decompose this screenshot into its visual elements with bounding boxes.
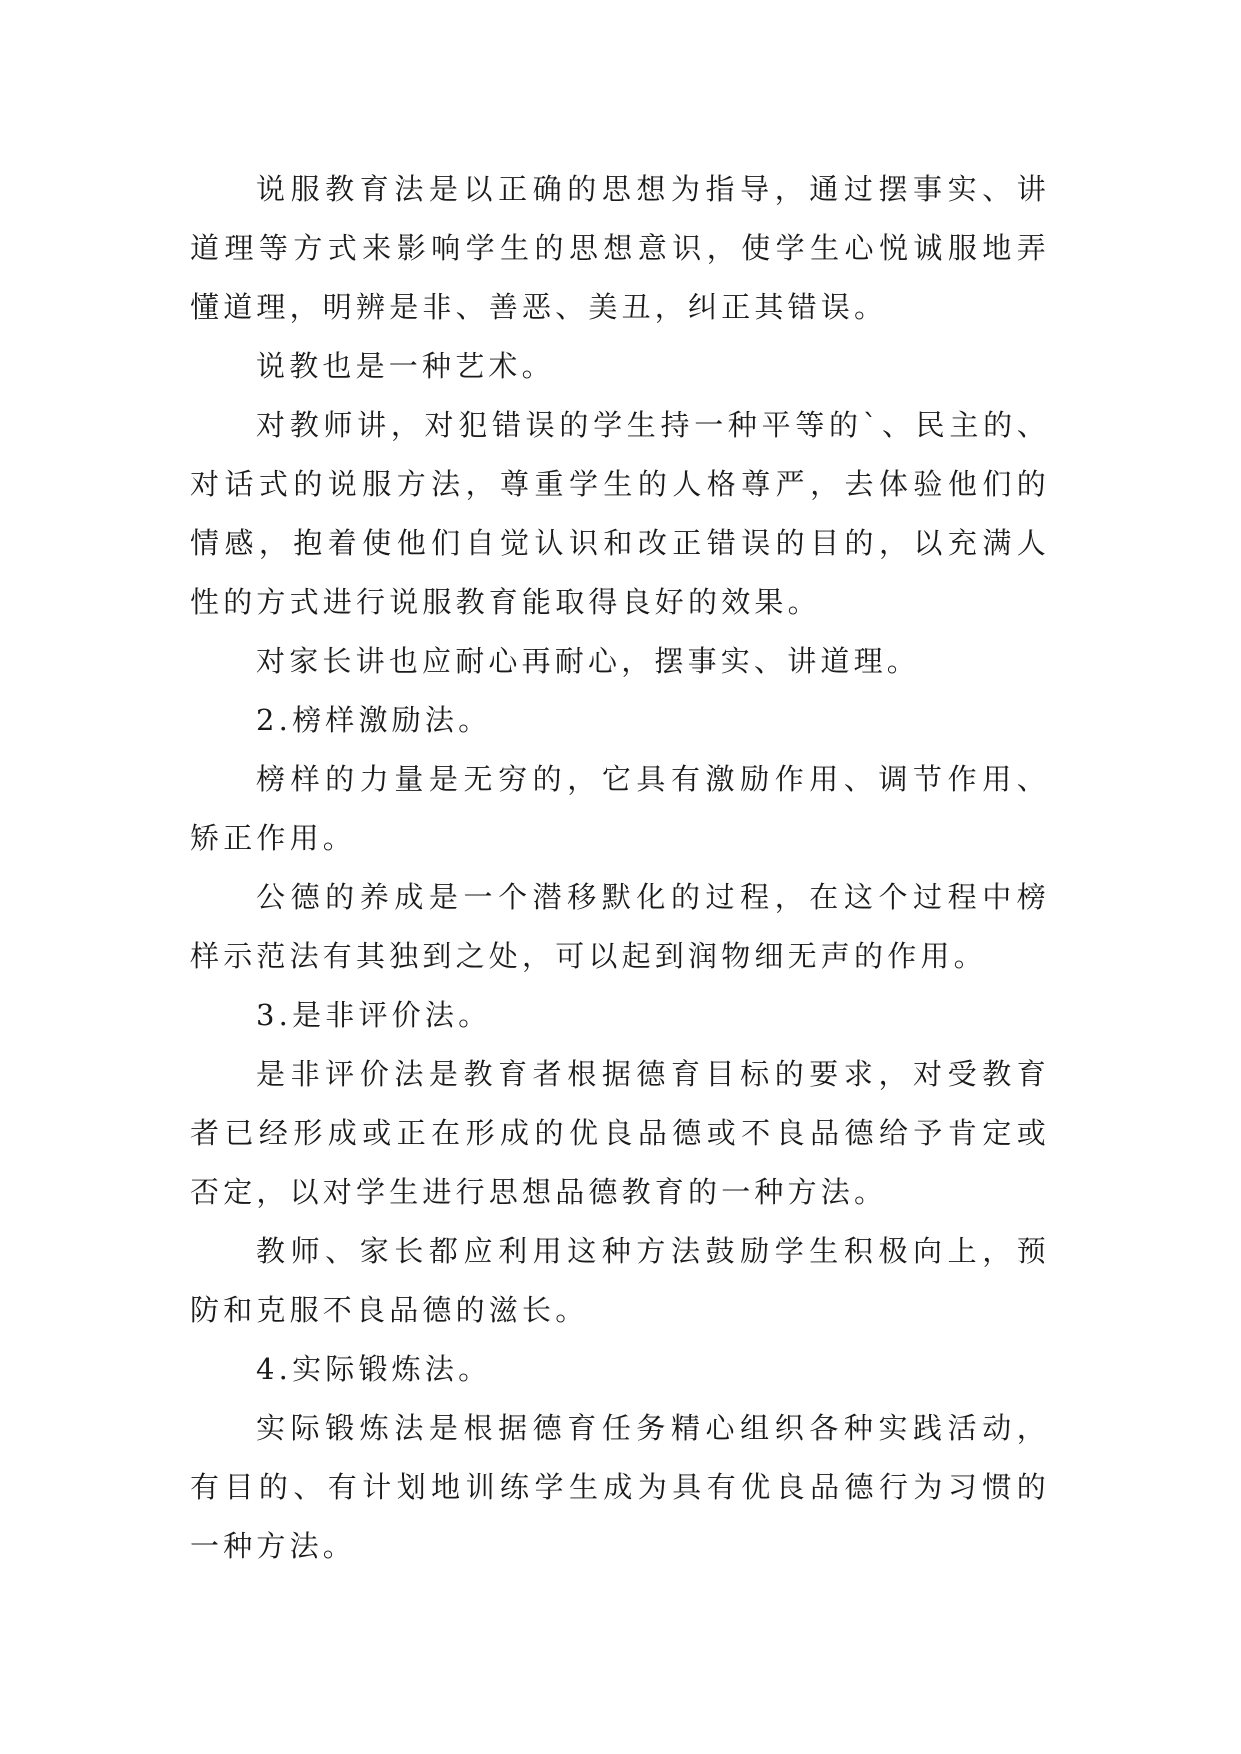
section-heading: 2.榜样激励法。 [256, 703, 492, 737]
paragraph: 是非评价法是教育者根据德育目标的要求，对受教育者已经形成或正在形成的优良品德或不良品德给予肯定或否定，以对学生进行思想品德教育的一种方法。 [190, 1057, 1050, 1209]
paragraph: 公德的养成是一个潜移默化的过程，在这个过程中榜样示范法有其独到之处，可以起到润物细无声的作用。 [190, 880, 1050, 973]
document-body [190, 160, 1050, 1576]
paragraph: 教师、家长都应利用这种方法鼓励学生积极向上，预防和克服不良品德的滋长。 [190, 1234, 1050, 1327]
section-heading: 3.是非评价法。 [256, 998, 492, 1032]
paragraph: 实际锻炼法是根据德育任务精心组织各种实践活动，有目的、有计划地训练学生成为具有优良品德行为习惯的一种方法。 [190, 1411, 1050, 1563]
paragraph: 榜样的力量是无穷的，它具有激励作用、调节作用、矫正作用。 [190, 762, 1050, 855]
paragraph: 说服教育法是以正确的思想为指导，通过摆事实、讲道理等方式来影响学生的思想意识，使学生心悦诚服地弄懂道理，明辨是非、善恶、美丑，纠正其错误。 [190, 172, 1050, 324]
paragraph: 对教师讲，对犯错误的学生持一种平等的`、民主的、对话式的说服方法，尊重学生的人格尊严，去体验他们的情感，抱着使他们自觉认识和改正错误的目的，以充满人性的方式进行说服教育能取得良好的效果。 [190, 408, 1050, 619]
paragraph: 说教也是一种艺术。 [256, 349, 555, 383]
section-heading: 4.实际锻炼法。 [256, 1352, 492, 1386]
paragraph: 对家长讲也应耐心再耐心，摆事实、讲道理。 [256, 644, 921, 678]
